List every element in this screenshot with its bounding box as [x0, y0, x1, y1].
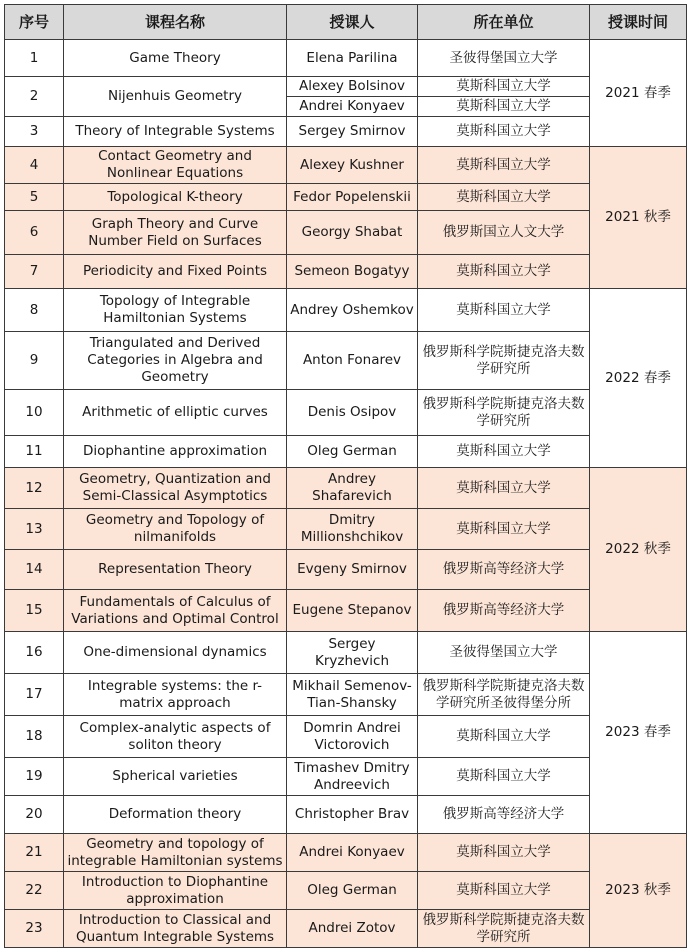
- row-unit: 莫斯科国立大学: [418, 758, 590, 796]
- course-schedule-table: [4, 4, 687, 948]
- table-row: [5, 77, 687, 117]
- row-unit: 俄罗斯科学院斯捷克洛夫数学研究所: [418, 332, 590, 390]
- row-unit: 莫斯科国立大学: [418, 834, 590, 872]
- row-lecturer: Alexey Kushner: [287, 147, 418, 184]
- row-no: 22: [5, 872, 64, 910]
- row-course: Periodicity and Fixed Points: [64, 255, 287, 289]
- row-unit: 俄罗斯科学院斯捷克洛夫数学研究所圣彼得堡分所: [418, 674, 590, 716]
- lecturer-line: Andrei Konyaev: [287, 96, 418, 116]
- row-course: Geometry and Topology of nilmanifolds: [64, 509, 287, 550]
- unit-line: 莫斯科国立大学: [456, 78, 551, 94]
- row-no: 12: [5, 468, 64, 509]
- row-course: Game Theory: [64, 40, 287, 77]
- row-unit: 莫斯科国立大学: [418, 255, 590, 289]
- row-unit: 莫斯科国立大学: [418, 436, 590, 468]
- term-cell: 2023 春季: [590, 632, 687, 834]
- lecturer-line: Alexey Bolsinov: [298, 78, 406, 94]
- table-row: [5, 289, 687, 332]
- term-cell: 2023 秋季: [590, 834, 687, 948]
- table-row: [5, 910, 687, 948]
- row-unit: 莫斯科国立大学: [418, 117, 590, 147]
- row-no: 17: [5, 674, 64, 716]
- row-no: 7: [5, 255, 64, 289]
- row-course: Topology of Integrable Hamiltonian Systems: [64, 289, 287, 332]
- term-cell: 2021 春季: [590, 40, 687, 147]
- row-lecturer: [287, 77, 418, 117]
- row-lecturer: Domrin Andrei Victorovich: [287, 716, 418, 758]
- row-course: Theory of Integrable Systems: [64, 117, 287, 147]
- row-lecturer: Sergey Kryzhevich: [287, 632, 418, 674]
- row-lecturer: Georgy Shabat: [287, 211, 418, 255]
- term-cell: 2022 秋季: [590, 468, 687, 632]
- row-unit: [418, 77, 590, 117]
- table-row: [5, 632, 687, 674]
- row-unit: 莫斯科国立大学: [418, 509, 590, 550]
- header-no: 序号: [5, 5, 64, 40]
- header-course: 课程名称: [64, 5, 287, 40]
- header-unit: 所在单位: [418, 5, 590, 40]
- unit-line: 莫斯科国立大学: [418, 96, 590, 116]
- row-unit: 莫斯科国立大学: [418, 716, 590, 758]
- row-unit: 莫斯科国立大学: [418, 147, 590, 184]
- table-row: [5, 590, 687, 632]
- row-unit: 莫斯科国立大学: [418, 468, 590, 509]
- row-lecturer: Oleg German: [287, 872, 418, 910]
- table-row: [5, 468, 687, 509]
- row-no: 19: [5, 758, 64, 796]
- row-lecturer: Semeon Bogatyy: [287, 255, 418, 289]
- row-unit: 俄罗斯高等经济大学: [418, 590, 590, 632]
- row-lecturer: Timashev Dmitry Andreevich: [287, 758, 418, 796]
- table-row: [5, 550, 687, 590]
- row-lecturer: Elena Parilina: [287, 40, 418, 77]
- header-term: 授课时间: [590, 5, 687, 40]
- row-lecturer: Denis Osipov: [287, 390, 418, 436]
- row-unit: 俄罗斯高等经济大学: [418, 550, 590, 590]
- row-lecturer: Dmitry Millionshchikov: [287, 509, 418, 550]
- row-no: 16: [5, 632, 64, 674]
- row-lecturer: Eugene Stepanov: [287, 590, 418, 632]
- row-course: Introduction to Classical and Quantum Integrable Systems: [64, 910, 287, 948]
- row-course: Deformation theory: [64, 796, 287, 834]
- term-cell: 2021 秋季: [590, 147, 687, 289]
- row-lecturer: Sergey Smirnov: [287, 117, 418, 147]
- row-lecturer: Fedor Popelenskii: [287, 184, 418, 211]
- row-unit: 莫斯科国立大学: [418, 872, 590, 910]
- row-no: 6: [5, 211, 64, 255]
- row-unit: 圣彼得堡国立大学: [418, 40, 590, 77]
- row-lecturer: Andrey Oshemkov: [287, 289, 418, 332]
- row-lecturer: Mikhail Semenov-Tian-Shansky: [287, 674, 418, 716]
- row-no: 1: [5, 40, 64, 77]
- row-no: 20: [5, 796, 64, 834]
- row-no: 9: [5, 332, 64, 390]
- row-no: 23: [5, 910, 64, 948]
- row-course: Geometry and topology of integrable Hamiltonian systems: [64, 834, 287, 872]
- row-course: Spherical varieties: [64, 758, 287, 796]
- row-lecturer: Evgeny Smirnov: [287, 550, 418, 590]
- row-course: Integrable systems: the r-matrix approach: [64, 674, 287, 716]
- row-no: 14: [5, 550, 64, 590]
- row-lecturer: Andrey Shafarevich: [287, 468, 418, 509]
- row-course: One-dimensional dynamics: [64, 632, 287, 674]
- table-row: [5, 117, 687, 147]
- table-row: [5, 758, 687, 796]
- row-course: Complex-analytic aspects of soliton theory: [64, 716, 287, 758]
- row-no: 11: [5, 436, 64, 468]
- table-row: [5, 872, 687, 910]
- header-row: [5, 5, 687, 40]
- table-row: [5, 674, 687, 716]
- row-course: Fundamentals of Calculus of Variations and Optimal Control: [64, 590, 287, 632]
- row-no: 18: [5, 716, 64, 758]
- row-lecturer: Anton Fonarev: [287, 332, 418, 390]
- table-row: [5, 509, 687, 550]
- row-course: Graph Theory and Curve Number Field on Surfaces: [64, 211, 287, 255]
- table-row: [5, 255, 687, 289]
- row-no: 10: [5, 390, 64, 436]
- row-course: Introduction to Diophantine approximation: [64, 872, 287, 910]
- row-course: Nijenhuis Geometry: [64, 77, 287, 117]
- row-course: Representation Theory: [64, 550, 287, 590]
- row-lecturer: Andrei Konyaev: [287, 834, 418, 872]
- row-course: Topological K-theory: [64, 184, 287, 211]
- row-no: 3: [5, 117, 64, 147]
- row-lecturer: Christopher Brav: [287, 796, 418, 834]
- header-lecturer: 授课人: [287, 5, 418, 40]
- row-unit: 俄罗斯科学院斯捷克洛夫数学研究所: [418, 910, 590, 948]
- table-row: [5, 716, 687, 758]
- row-course: Contact Geometry and Nonlinear Equations: [64, 147, 287, 184]
- row-unit: 莫斯科国立大学: [418, 289, 590, 332]
- row-no: 2: [5, 77, 64, 117]
- row-lecturer: Andrei Zotov: [287, 910, 418, 948]
- table-row: [5, 211, 687, 255]
- row-unit: 俄罗斯科学院斯捷克洛夫数学研究所: [418, 390, 590, 436]
- row-no: 5: [5, 184, 64, 211]
- row-lecturer: Oleg German: [287, 436, 418, 468]
- row-no: 21: [5, 834, 64, 872]
- row-course: Arithmetic of elliptic curves: [64, 390, 287, 436]
- row-unit: 圣彼得堡国立大学: [418, 632, 590, 674]
- row-no: 4: [5, 147, 64, 184]
- row-no: 13: [5, 509, 64, 550]
- table-row: [5, 332, 687, 390]
- table-row: [5, 184, 687, 211]
- table-row: [5, 834, 687, 872]
- table-row: [5, 40, 687, 77]
- row-course: Diophantine approximation: [64, 436, 287, 468]
- row-course: Geometry, Quantization and Semi-Classical Asymptotics: [64, 468, 287, 509]
- row-unit: 俄罗斯国立人文大学: [418, 211, 590, 255]
- row-unit: 莫斯科国立大学: [418, 184, 590, 211]
- table-row: [5, 796, 687, 834]
- row-unit: 俄罗斯高等经济大学: [418, 796, 590, 834]
- row-no: 15: [5, 590, 64, 632]
- row-no: 8: [5, 289, 64, 332]
- term-cell: 2022 春季: [590, 289, 687, 468]
- table-row: [5, 436, 687, 468]
- row-course: Triangulated and Derived Categories in Algebra and Geometry: [64, 332, 287, 390]
- table-row: [5, 147, 687, 184]
- table-row: [5, 390, 687, 436]
